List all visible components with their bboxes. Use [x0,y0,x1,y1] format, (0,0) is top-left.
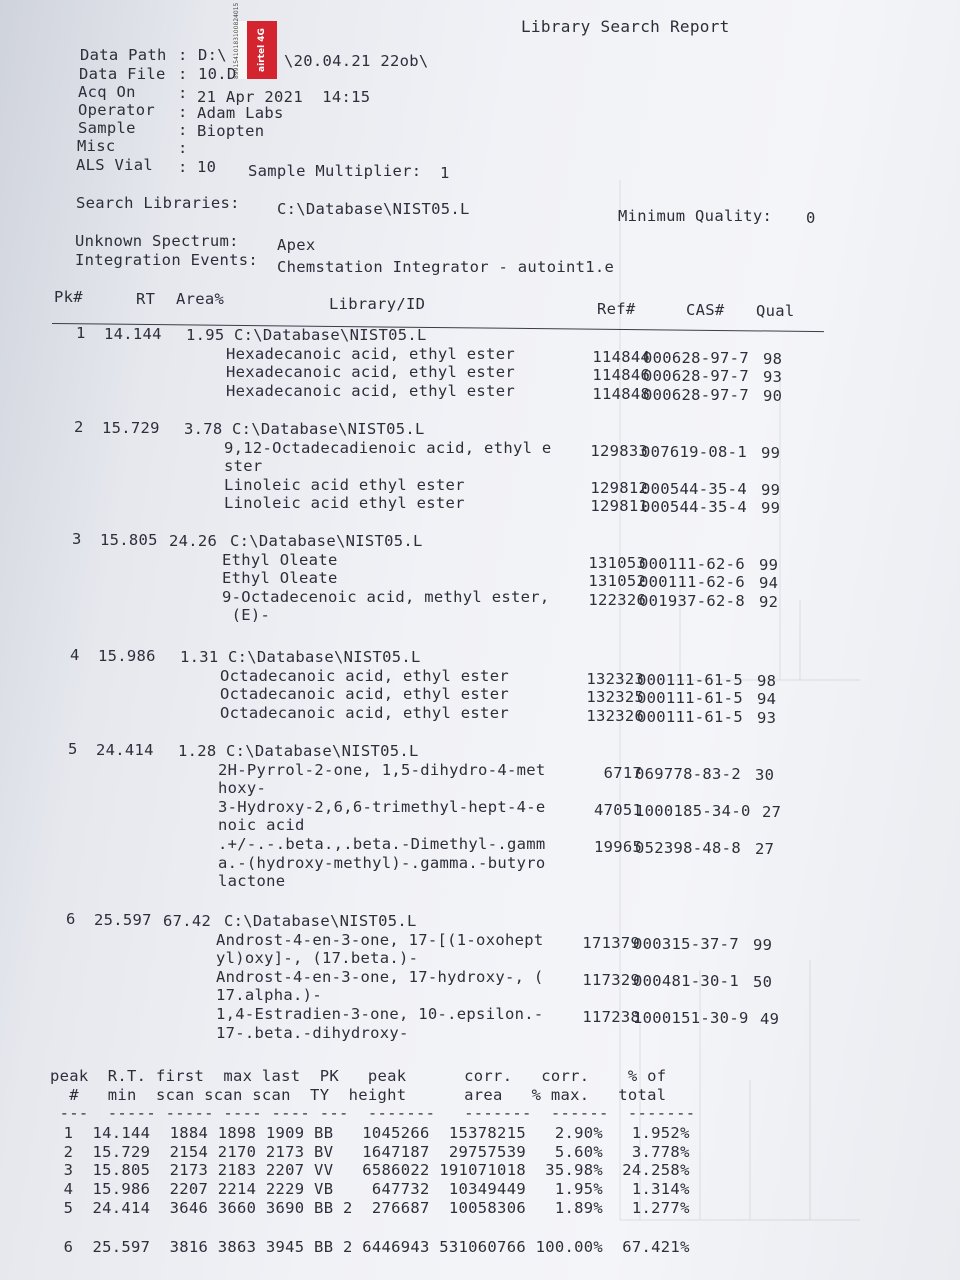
hit-ref: 131053 [588,553,647,572]
hit-cas: 1000185-34-0 [635,801,751,820]
hit-name: Octadecanoic acid, ethyl ester [220,666,509,685]
peak-rt: 15.986 [98,647,156,665]
search-libraries-label: Search Libraries: [76,194,240,212]
hit-ref: 132325 [586,688,645,707]
hit-name: 3-Hydroxy-2,6,6-trimethyl-hept-4-e [218,797,546,816]
col-rt: RT [136,290,156,308]
hit-qual: 98 [763,349,783,368]
hit-name: 9,12-Octadecadienoic acid, ethyl e [224,438,552,457]
hit-qual: 30 [755,765,775,784]
data-path-prefix: D:\ [198,46,227,64]
report-title: Library Search Report [521,17,730,36]
col-area: Area% [176,290,225,308]
integration-row: 4 15.986 2207 2214 2229 VB 647732 10349449 1.95% 1.314% [54,1180,690,1198]
als-vial-label: ALS Vial [76,156,154,174]
peak-rt: 15.729 [102,419,160,437]
search-libraries-value: C:\Database\NIST05.L [277,200,470,218]
hit-cas: 000315-37-7 [633,934,739,953]
hit-name: ster [224,457,263,476]
integration-events-label: Integration Events: [75,251,259,269]
hit-qual: 27 [762,802,782,821]
hit-ref: 47051 [594,800,643,819]
peak-library: C:\Database\NIST05.L [232,420,425,438]
hit-name: 17.alpha.)- [216,986,322,1005]
hit-name: Octadecanoic acid, ethyl ester [220,703,509,722]
misc-label: Misc [77,137,116,155]
hit-ref: 129812 [590,478,649,497]
hit-name: Androst-4-en-3-one, 17-[(1-oxohept [216,930,544,949]
hit-cas: 000628-97-7 [643,367,749,386]
minimum-quality-value: 0 [806,209,816,227]
hit-ref: 19965 [594,838,643,856]
hit-cas: 1000151-30-9 [633,1009,749,1027]
hit-qual: 93 [757,708,777,727]
hit-name: yl)oxy]-, (17.beta.)- [216,949,419,968]
hit-ref: 131052 [588,572,647,591]
col-pk: Pk# [54,288,83,306]
unknown-spectrum-label: Unknown Spectrum: [75,232,239,250]
hit-ref: 114846 [592,366,651,385]
integration-row: 1 14.144 1884 1898 1909 BB 1045266 15378215 2.90% 1.952% [54,1124,690,1142]
hit-qual: 49 [760,1010,780,1028]
sticker-brand: airtel 4G [247,21,277,79]
hit-qual: 90 [763,386,783,405]
hit-name: lactone [218,872,286,891]
peak-library: C:\Database\NIST05.L [234,326,427,344]
hit-name: (E)- [222,606,271,625]
data-file-label: Data File [79,65,166,83]
hit-cas: 069778-83-2 [635,764,741,783]
hit-cas: 000628-97-7 [643,385,749,404]
hit-ref: 132326 [586,706,645,725]
peak-rt: 15.805 [100,531,158,549]
hit-cas: 000111-61-5 [637,689,743,708]
operator-label: Operator [78,101,156,119]
hit-name: noic acid [218,816,305,835]
peak-number: 3 [72,530,82,548]
hit-name: Hexadecanoic acid, ethyl ester [226,344,515,363]
col-library: Library/ID [329,295,426,313]
peak-library: C:\Database\NIST05.L [224,912,417,930]
hit-ref: 114848 [592,384,651,403]
acq-on-value: 21 Apr 2021 14:15 [197,88,371,106]
hit-cas: 000481-30-1 [633,971,739,990]
peak-number: 6 [66,910,76,928]
hit-name: Linoleic acid ethyl ester [224,494,465,513]
hit-qual: 98 [757,671,777,690]
hit-cas: 000111-61-5 [637,707,743,726]
peak-number: 5 [68,740,78,758]
hit-qual: 92 [759,592,779,611]
peak-library: C:\Database\NIST05.L [226,742,419,760]
hit-cas: 000111-61-5 [637,670,743,689]
header-rule [52,323,824,332]
hit-name: Octadecanoic acid, ethyl ester [220,685,509,704]
hit-ref: 132323 [586,669,645,688]
hit-name: a.-(hydroxy-methyl)-.gamma.-butyro [218,853,546,872]
peak-area: 1.31 [180,648,219,666]
col-ref: Ref# [597,300,636,318]
hit-name: hoxy- [218,779,267,798]
hit-name: 9-Octadecenoic acid, methyl ester, [222,587,550,606]
hit-ref: 129811 [590,497,649,516]
hit-qual: 99 [753,935,773,954]
peak-number: 2 [74,418,84,436]
integration-row: 3 15.805 2173 2183 2207 VV 6586022 191071018 35.98% 24.258% [54,1161,690,1179]
peak-number: 4 [70,646,80,664]
peak-number: 1 [76,324,86,342]
sample-multiplier-label: Sample Multiplier: [248,162,422,180]
integration-row: 2 15.729 2154 2170 2173 BV 1647187 29757539 5.60% 3.778% [54,1143,690,1161]
hit-name: Hexadecanoic acid, ethyl ester [226,381,515,400]
hit-qual: 93 [763,368,783,387]
hit-cas: 000544-35-4 [641,479,747,498]
hit-ref: 122326 [588,590,647,609]
hit-name: Hexadecanoic acid, ethyl ester [226,363,515,382]
sample-label: Sample [78,119,136,137]
operator-value: Adam Labs [197,104,284,122]
hit-qual: 99 [761,480,781,499]
hit-name: 17-.beta.-dihydroxy- [216,1023,409,1042]
als-vial-value: 10 [197,158,217,176]
integration-row: 6 25.597 3816 3863 3945 BB 2 6446943 531060766 100.00% 67.421% [54,1238,690,1256]
hit-qual: 27 [755,840,775,858]
acq-on-label: Acq On [78,83,136,101]
hit-name: 2H-Pyrrol-2-one, 1,5-dihydro-4-met [218,760,546,779]
peak-rt: 24.414 [96,741,154,759]
peak-rt: 25.597 [94,911,152,929]
hit-name: Ethyl Oleate [222,569,338,588]
data-path-label: Data Path [80,46,167,64]
peak-area: 24.26 [169,532,218,550]
peak-library: C:\Database\NIST05.L [230,532,423,550]
hit-cas: 001937-62-8 [639,591,745,610]
hit-cas: 000111-62-6 [639,554,745,573]
hit-name: Androst-4-en-3-one, 17-hydroxy-, ( [216,967,544,986]
hit-name: 1,4-Estradien-3-one, 10-.epsilon.- [216,1005,544,1023]
hit-name: Linoleic acid ethyl ester [224,475,465,494]
hit-qual: 50 [753,972,773,991]
hit-qual: 99 [761,443,781,462]
hit-qual: 99 [761,499,781,518]
hit-ref: 171379 [582,933,641,952]
integration-header-row1: peak R.T. first max last PK peak corr. corr. % of [50,1067,667,1085]
sample-multiplier-value: 1 [440,164,450,182]
sim-card-sticker [233,2,277,79]
data-path-suffix: \20.04.21 22ob\ [284,52,429,70]
hit-cas: 000544-35-4 [641,498,747,517]
integration-header-row2: # min scan scan scan TY height area % max. total [50,1086,667,1104]
sticker-code: 89915410183100824015 [233,21,247,79]
sample-value: Biopten [197,122,265,140]
hit-ref: 117329 [582,970,641,989]
hit-cas: 007619-08-1 [641,442,747,461]
hit-qual: 94 [757,690,777,709]
hit-ref: 114844 [592,347,651,366]
hit-ref: 6717 [603,763,643,782]
integration-row: 5 24.414 3646 3660 3690 BB 2 276687 10058306 1.89% 1.277% [54,1199,690,1217]
integration-events-value: Chemstation Integrator - autoint1.e [277,258,615,276]
peak-area: 1.95 [186,326,225,344]
col-cas: CAS# [686,301,725,319]
peak-area: 67.42 [163,912,212,930]
hit-qual: 99 [759,555,779,574]
hit-ref: 129833 [590,441,649,460]
peak-rt: 14.144 [104,325,162,343]
hit-qual: 94 [759,574,779,593]
hit-cas: 000111-62-6 [639,573,745,592]
peak-area: 1.28 [178,742,217,760]
data-file-value: 10.D [198,65,237,83]
hit-cas: 000628-97-7 [643,348,749,367]
hit-name: Ethyl Oleate [222,550,338,569]
unknown-spectrum-value: Apex [277,236,316,254]
peak-library: C:\Database\NIST05.L [228,648,421,666]
minimum-quality-label: Minimum Quality: [618,207,773,225]
col-qual: Qual [756,302,795,320]
hit-ref: 117238 [582,1008,641,1026]
hit-cas: 052398-48-8 [635,839,741,857]
integration-header-row3: --- ----- ----- ---- ---- --- ------- ------- ------ ------- [50,1104,696,1122]
peak-area: 3.78 [184,420,223,438]
hit-name: .+/-.-.beta.,.beta.-Dimethyl-.gamm [218,835,546,853]
